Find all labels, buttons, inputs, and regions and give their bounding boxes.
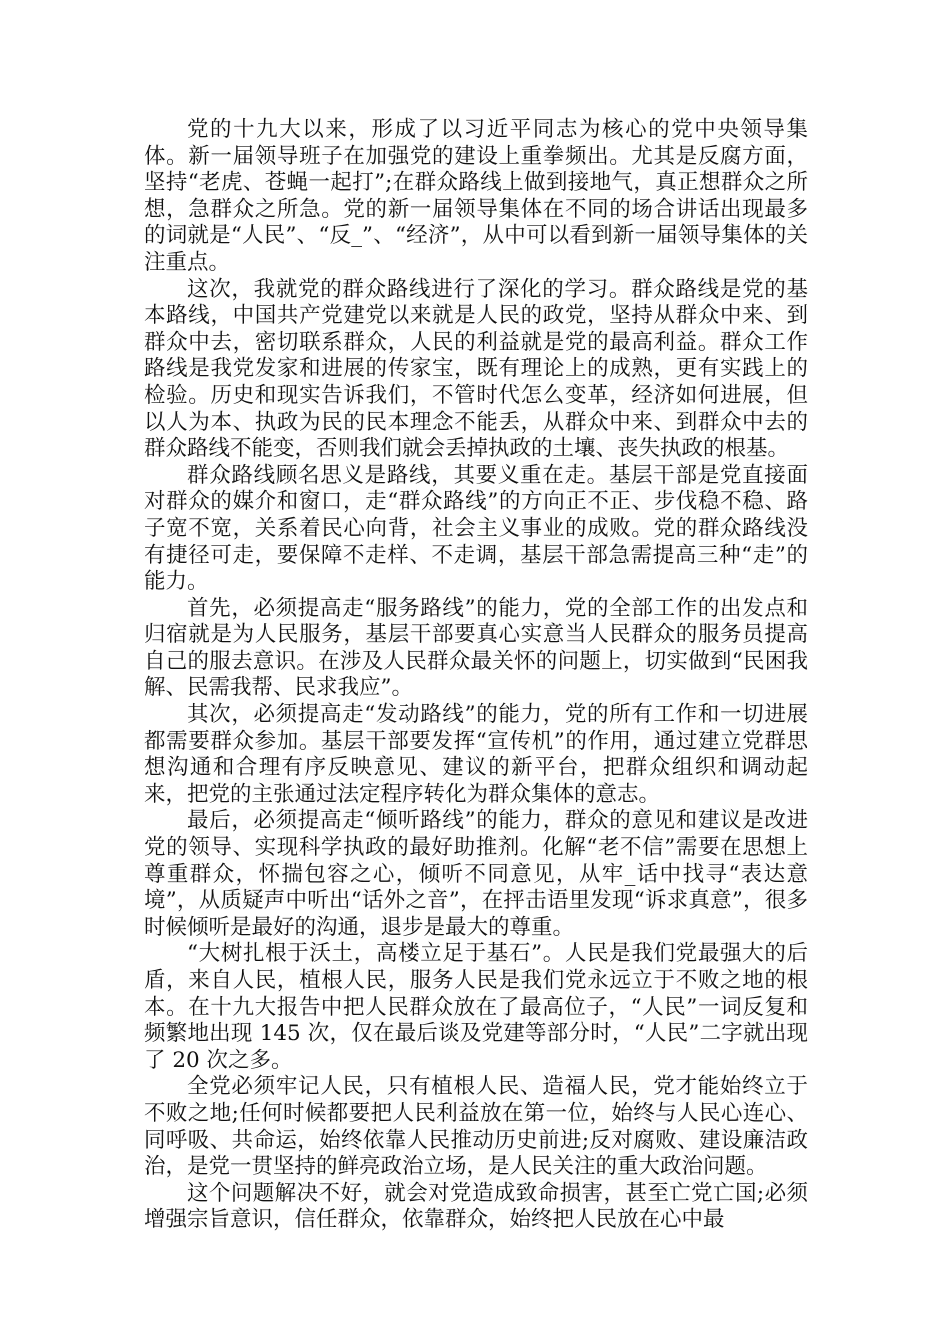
- paragraph-8: 全党必须牢记人民，只有植根人民、造福人民，党才能始终立于不败之地;任何时候都要把人民利益放在第一位，始终与人民心连心、同呼吸、共命运，始终依靠人民推动历史前进;反对腐败、建设廉洁政治，是党一贯坚持的鲜亮政治立场，是人民关注的重大政治问题。: [144, 1074, 808, 1180]
- paragraph-3: 群众路线顾名思义是路线，其要义重在走。基层干部是党直接面对群众的媒介和窗口，走“群众路线”的方向正不正、步伐稳不稳、路子宽不宽，关系着民心向背，社会主义事业的成败。党的群众路线没有捷径可走，要保障不走样、不走调，基层干部急需提高三种“走”的能力。: [144, 462, 808, 595]
- paragraph-4: 首先，必须提高走“服务路线”的能力，党的全部工作的出发点和归宿就是为人民服务，基层干部要真心实意当人民群众的服务员提高自己的服去意识。在涉及人民群众最关怀的问题上，切实做到“民困我解、民需我帮、民求我应”。: [144, 595, 808, 701]
- paragraph-2: 这次，我就党的群众路线进行了深化的学习。群众路线是党的基本路线，中国共产党建党以来就是人民的政党，坚持从群众中来、到群众中去，密切联系群众，人民的利益就是党的最高利益。群众工作路线是我党发家和进展的传家宝，既有理论上的成熟，更有实践上的检验。历史和现实告诉我们，不管时代怎么变革，经济如何进展，但以人为本、执政为民的民本理念不能丢，从群众中来、到群众中去的群众路线不能变，否则我们就会丢掉执政的土壤、丧失执政的根基。: [144, 276, 808, 462]
- document-body: [144, 117, 808, 1234]
- paragraph-6: 最后，必须提高走“倾听路线”的能力，群众的意见和建议是改进党的领导、实现科学执政的最好助推剂。化解“老不信”需要在思想上尊重群众，怀揣包容之心，倾听不同意见，从牢_话中找寻“表达意境”，从质疑声中听出“话外之音”，在抨击语里发现“诉求真意”，很多时候倾听是最好的沟通，退步是最大的尊重。: [144, 808, 808, 940]
- paragraph-5: 其次，必须提高走“发动路线”的能力，党的所有工作和一切进展都需要群众参加。基层干部要发挥“宣传机”的作用，通过建立党群思想沟通和合理有序反映意见、建议的新平台，把群众组织和调动起来，把党的主张通过法定程序转化为群众集体的意志。: [144, 702, 808, 807]
- paragraph-7: “大树扎根于沃土，高楼立足于基石”。人民是我们党最强大的后盾，来自人民，植根人民，服务人民是我们党永远立于不败之地的根本。在十九大报告中把人民群众放在了最高位子，“人民”一词反复和频繁地出现 145 次，仅在最后谈及党建等部分时，“人民”二字就出现了 20 次之多。: [144, 941, 808, 1073]
- paragraph-1: 党的十九大以来，形成了以习近平同志为核心的党中央领导集体。新一届领导班子在加强党的建设上重拳频出。尤其是反腐方面，坚持“老虎、苍蝇一起打”;在群众路线上做到接地气，真正想群众之所想，急群众之所急。党的新一届领导集体在不同的场合讲话出现最多的词就是“人民”、“反_”、“经济”，从中可以看到新一届领导集体的关注重点。: [144, 117, 808, 275]
- paragraph-9: 这个问题解决不好，就会对党造成致命损害，甚至亡党亡国;必须增强宗旨意识，信任群众，依靠群众，始终把人民放在心中最: [144, 1180, 808, 1233]
